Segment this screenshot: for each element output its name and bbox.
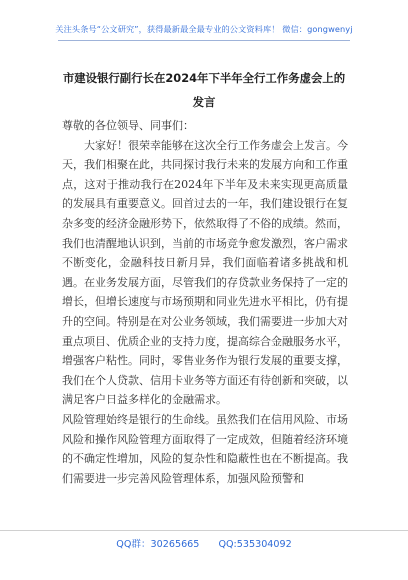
footer-divider: [0, 530, 408, 531]
footer: [0, 536, 408, 550]
salutation: 尊敬的各位领导、同事们：: [62, 119, 194, 132]
paragraph: 风险管理始终是银行的生命线。虽然我们在信用风险、市场风险和操作风险管理方面取得了一定成效，但随着经济环境的不确定性增加，风险的复杂性和隐蔽性也在不断提高。我们需要进一步完善风险管理体系，加强风险预警和: [62, 412, 348, 485]
document-title: 市建设银行副行长在2024年下半年全行工作务虚会上的发言: [62, 71, 346, 109]
header-divider: [58, 40, 350, 41]
paragraph: 大家好！很荣幸能够在这次全行工作务虚会上发言。今天，我们相聚在此，共同探讨我行未来的发展方向和工作重点，这对于推动我行在2024年下半年及未来实现更高质量的发展具有重要意义。回首过去的一年，我们建设银行在复杂多变的经济金融形势下，依然取得了不俗的成绩。然而，我们也清醒地认识到，当前的市场竞争愈发激烈，客户需求不断变化，金融科技日新月异，我们面临着诸多挑战和机遇。在业务发展方面，尽管我们的存贷款业务保持了一定的增长，但增长速度与市场预期和同业先进水平相比，仍有提升的空间。特别是在对公业务领域，我们需要进一步加大对重点项目、优质企业的支持力度，提高综合金融服务水平，增强客户粘性。同时，零售业务作为银行发展的重要支撑，我们在个人贷款、信用卡业务等方面还有待创新和突破，以满足客户日益多样化的金融需求。: [62, 138, 348, 407]
footer-qq-contact: QQ:535304092: [218, 539, 292, 550]
document-body: [62, 116, 348, 488]
footer-qq-group: QQ群：30265665: [116, 539, 200, 550]
header-banner: 关注头条号“公文研究”，获得最新最全最专业的公文资料库！ 微信：gongwenyj: [55, 24, 353, 34]
